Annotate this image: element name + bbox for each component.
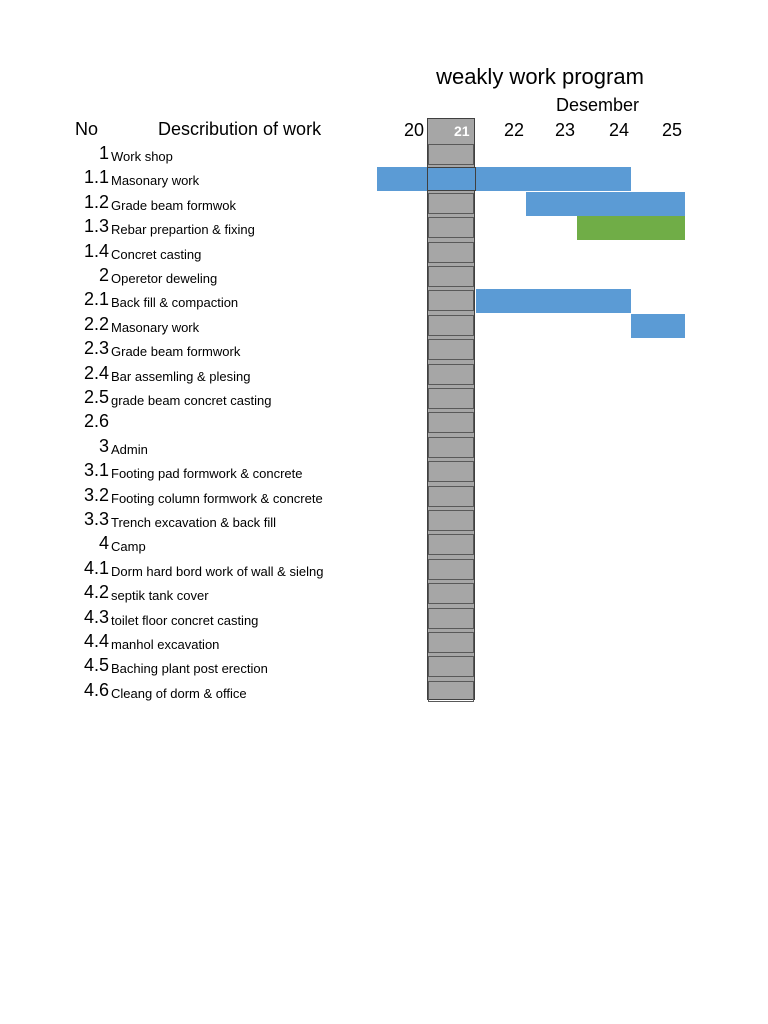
today-cell <box>428 534 474 555</box>
task-description: toilet floor concret casting <box>111 612 259 628</box>
day-header-20: 20 <box>404 120 425 140</box>
task-description: Footing pad formwork & concrete <box>111 466 303 482</box>
task-number: 2.5 <box>83 387 109 407</box>
task-description: Operetor deweling <box>111 271 218 286</box>
today-cell <box>428 632 474 653</box>
task-description: Back fill & compaction <box>111 295 239 311</box>
today-cell <box>428 266 474 287</box>
task-number: 2.4 <box>83 362 109 383</box>
day-header-24: 24 <box>609 120 630 140</box>
today-cell <box>428 681 474 702</box>
task-number: 2.6 <box>83 411 109 432</box>
task-description: Footing column formwork & concrete <box>111 490 323 506</box>
day-header-22: 22 <box>504 120 525 140</box>
today-cell <box>428 217 474 238</box>
today-cell <box>428 583 474 604</box>
task-number: 3.2 <box>83 484 109 505</box>
today-cell <box>428 388 474 409</box>
today-cell <box>428 510 474 531</box>
gantt-bar-2-2 <box>631 314 685 338</box>
task-description: Dorm hard bord work of wall & sielng <box>111 563 324 579</box>
today-cell <box>428 364 474 385</box>
task-number: 3.3 <box>83 509 109 529</box>
task-description: septik tank cover <box>111 588 209 604</box>
task-description: Concret casting <box>111 246 202 262</box>
task-number: 2 <box>98 265 109 285</box>
task-description: Bar assemling & plesing <box>111 368 251 384</box>
today-cell <box>428 242 474 263</box>
task-description: Grade beam formwork <box>111 344 241 360</box>
task-number: 1.1 <box>83 167 109 188</box>
program-title: weakly work program <box>436 64 644 89</box>
header-description: Describution of work <box>158 119 322 139</box>
task-number: 4.6 <box>83 679 109 700</box>
today-cell <box>428 461 474 482</box>
task-number: 3 <box>98 435 109 456</box>
month-label: Desember <box>556 95 640 115</box>
day-header-21: 21 <box>454 123 470 139</box>
task-number: 4.3 <box>83 606 109 627</box>
task-description: Admin <box>111 441 148 457</box>
task-number: 2.2 <box>83 313 109 334</box>
task-description: Rebar prepartion & fixing <box>111 222 255 238</box>
task-description: Masonary work <box>111 173 200 189</box>
gantt-bar-1-1 <box>377 167 631 191</box>
task-description: Baching plant post erection <box>111 661 268 677</box>
gantt-bar-2-1 <box>476 289 631 313</box>
today-cell <box>428 339 474 360</box>
task-number: 2.1 <box>83 289 109 310</box>
today-cell <box>428 486 474 507</box>
task-number: 2.3 <box>83 338 109 359</box>
day-header-23: 23 <box>555 120 576 140</box>
task-number: 1.4 <box>83 240 109 261</box>
task-description: Trench excavation & back fill <box>111 515 276 530</box>
task-number: 4.1 <box>83 557 109 578</box>
task-number: 1.3 <box>83 216 109 237</box>
gantt-bar-1-2 <box>526 192 685 216</box>
task-description: manhol excavation <box>111 637 220 652</box>
task-description: Cleang of dorm & office <box>111 685 247 701</box>
today-cell <box>428 559 474 580</box>
task-description: Masonary work <box>111 319 200 335</box>
today-cell <box>428 608 474 629</box>
task-number: 4.4 <box>83 631 109 651</box>
task-number: 4 <box>98 533 109 554</box>
task-description: Grade beam formwok <box>111 197 236 213</box>
today-cell <box>428 437 474 458</box>
gantt-bar-1-3 <box>577 216 685 240</box>
today-cell <box>428 656 474 677</box>
task-number: 1.2 <box>83 191 109 212</box>
today-cell <box>428 193 474 214</box>
today-cell <box>428 290 474 311</box>
task-description: Camp <box>111 539 146 555</box>
task-number: 4.5 <box>83 655 109 676</box>
day-header-25: 25 <box>662 120 683 140</box>
header-no: No <box>75 119 99 139</box>
today-cell <box>428 315 474 336</box>
task-description: Work shop <box>111 149 173 164</box>
today-cell <box>428 144 474 165</box>
task-number: 4.2 <box>83 582 109 603</box>
task-number: 1 <box>98 143 109 163</box>
task-number: 3.1 <box>83 460 109 481</box>
task-description: grade beam concret casting <box>111 393 272 408</box>
today-cell <box>428 412 474 433</box>
